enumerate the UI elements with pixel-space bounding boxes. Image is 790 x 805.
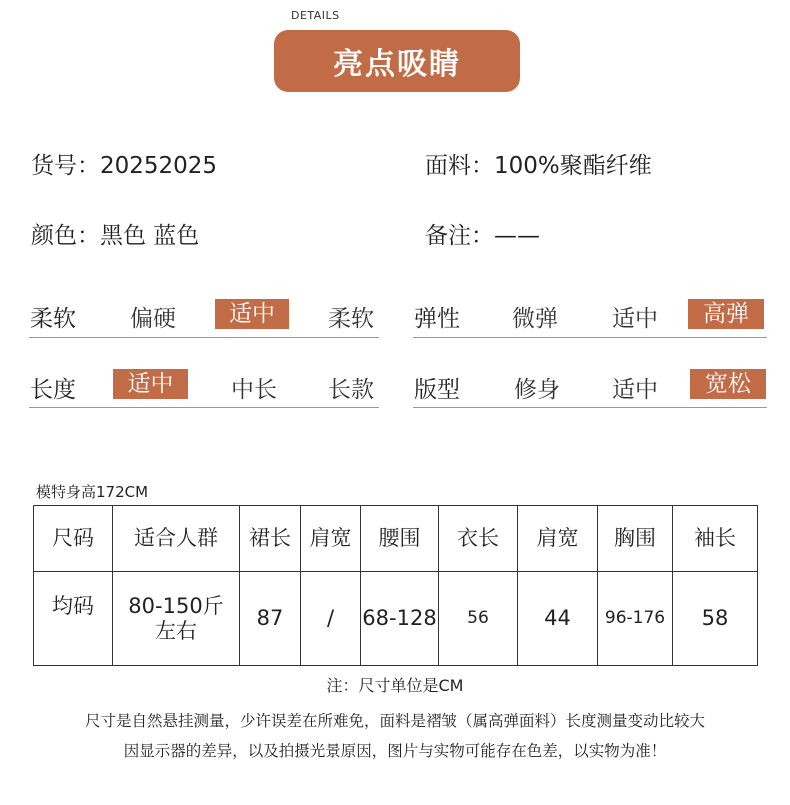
size-table-header-row	[34, 506, 758, 572]
fit-option-loose-selected: 宽松	[690, 369, 766, 399]
length-label: 长度	[30, 377, 76, 403]
sku-info: 货号：20252025	[31, 153, 218, 179]
color-info: 颜色：黑色 蓝色	[31, 223, 200, 249]
header-bust: 胸围	[598, 506, 673, 572]
elasticity-option-high-selected: 高弹	[688, 299, 764, 329]
header-suitable: 适合人群	[113, 506, 240, 572]
cell-shoulder-1: /	[301, 572, 361, 666]
softness-option-hard: 偏硬	[130, 306, 176, 332]
details-label: DETAILS	[291, 9, 340, 22]
cell-top-length: 56	[439, 572, 518, 666]
fit-option-slim: 修身	[514, 377, 560, 403]
fit-option-medium: 适中	[612, 377, 658, 403]
header-top-length: 衣长	[439, 506, 518, 572]
softness-divider	[29, 337, 379, 338]
cell-shoulder-2: 44	[518, 572, 598, 666]
size-table	[33, 505, 758, 666]
model-height-note: 模特身高172CM	[36, 483, 149, 501]
length-divider	[29, 407, 379, 408]
measurement-disclaimer	[0, 706, 790, 766]
softness-option-soft: 柔软	[328, 306, 374, 332]
header-shoulder-1: 肩宽	[301, 506, 361, 572]
elasticity-option-medium: 适中	[612, 306, 658, 332]
softness-option-medium-selected: 适中	[215, 299, 289, 329]
size-table-row	[34, 572, 758, 666]
fit-divider	[413, 407, 767, 408]
remark-info: 备注：——	[425, 223, 540, 249]
highlight-banner: 亮点吸睛	[274, 30, 520, 92]
cell-size: 均码	[34, 572, 113, 666]
header-sleeve: 袖长	[673, 506, 758, 572]
cell-skirt-length: 87	[240, 572, 301, 666]
unit-note: 注：尺寸单位是CM	[326, 676, 464, 695]
header-shoulder-2: 肩宽	[518, 506, 598, 572]
header-size: 尺码	[34, 506, 113, 572]
disclaimer-line-2: 因显示器的差异，以及拍摄光景原因，图片与实物可能存在色差，以实物为准！	[123, 742, 667, 760]
length-option-long: 长款	[328, 377, 374, 403]
fabric-info: 面料：100%聚酯纤维	[425, 153, 652, 179]
cell-sleeve: 58	[673, 572, 758, 666]
softness-label: 柔软	[30, 306, 76, 332]
cell-suitable: 80-150斤 左右	[113, 572, 240, 666]
disclaimer-line-1: 尺寸是自然悬挂测量，少许误差在所难免，面料是褶皱（属高弹面料）长度测量变动比较大	[84, 712, 705, 730]
cell-waist: 68-128	[361, 572, 439, 666]
elasticity-label: 弹性	[414, 306, 460, 332]
length-option-medium-selected: 适中	[113, 369, 188, 399]
cell-bust: 96-176	[598, 572, 673, 666]
fit-label: 版型	[414, 377, 460, 403]
elasticity-option-slight: 微弹	[512, 306, 558, 332]
length-option-mid-long: 中长	[231, 377, 277, 403]
header-waist: 腰围	[361, 506, 439, 572]
elasticity-divider	[413, 337, 767, 338]
header-skirt-length: 裙长	[240, 506, 301, 572]
